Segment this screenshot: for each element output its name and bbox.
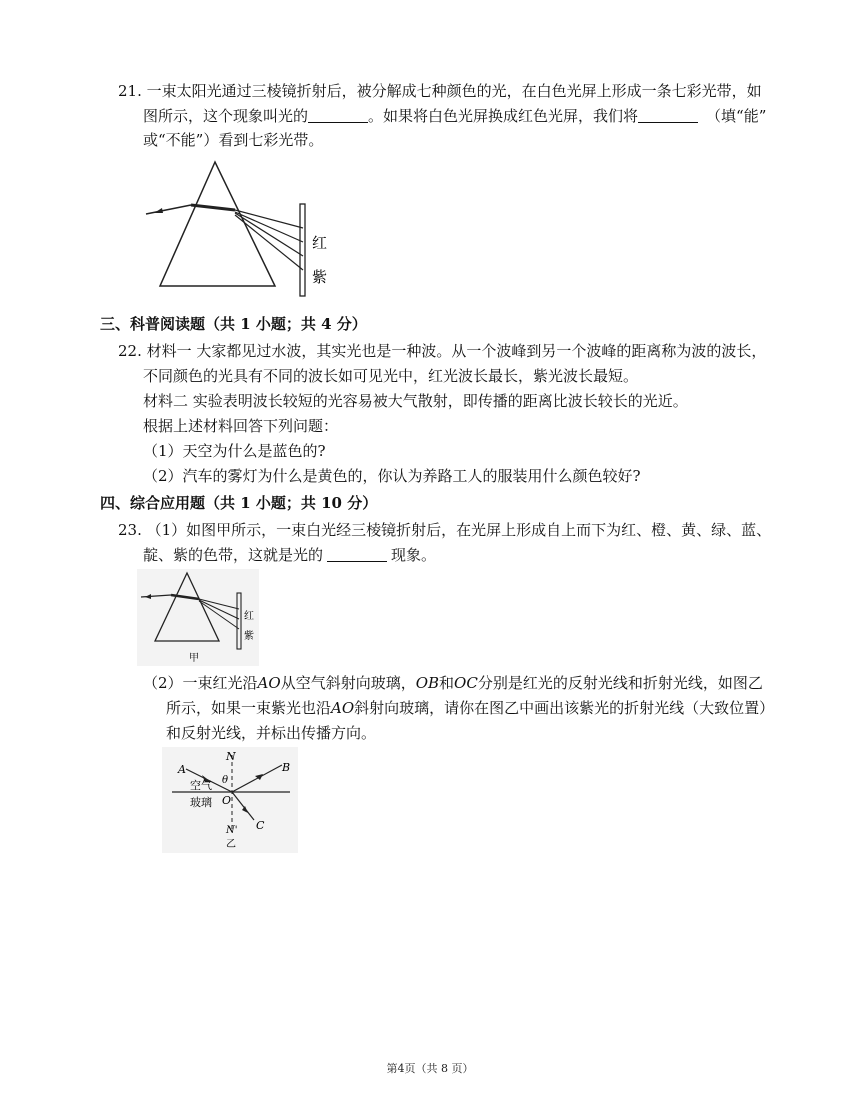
incident-ray: [146, 205, 191, 214]
q23-p2-line1: [143, 673, 763, 693]
q21-text-b: 。如果将白色光屏换成红色光屏，我们将: [368, 107, 639, 125]
caption-yi: 乙: [226, 839, 236, 850]
q22-line4: 根据上述材料回答下列问题：: [143, 417, 339, 435]
label-c: C: [256, 819, 265, 832]
q22-line1: 22. 材料一 大家都见过水波，其实光也是一种波。从一个波峰到另一个波峰的距离称为波的波长，: [118, 342, 767, 360]
ray-oc-label: OC: [454, 674, 478, 692]
q23-line2: [143, 545, 436, 565]
label-air: 空气: [190, 779, 212, 792]
q23-p2-line2: [166, 698, 774, 718]
label-red: 红: [312, 234, 328, 252]
q23-p2-text-d: 分别是红光的反射光线和折射光线，如图乙: [477, 674, 763, 692]
label-n-top: N: [226, 750, 236, 763]
q23-p2-line3: 和反射光线，并标出传播方向。: [166, 724, 377, 742]
ray-ob-label: OB: [415, 674, 440, 692]
q23-text-b: 现象。: [391, 546, 437, 564]
answer-blank-3[interactable]: [327, 547, 387, 562]
label-violet: 紫: [312, 268, 328, 286]
label-o: O: [222, 794, 232, 807]
label-b: B: [282, 761, 291, 774]
q22-line3: 材料二 实验表明波长较短的光容易被大气散射，即传播的距离比波长较长的光近。: [143, 392, 688, 410]
label-violet-jia: 紫: [244, 631, 254, 642]
arrow-icon: [154, 208, 163, 213]
label-red-jia: 红: [244, 611, 254, 622]
answer-blank-2[interactable]: [638, 108, 698, 123]
ray-ao-label-2: AO: [331, 699, 355, 717]
q23-p2-text-e: 所示，如果一束紫光也沿: [166, 699, 332, 717]
label-theta: θ: [222, 775, 229, 786]
ray-ao-label: AO: [257, 674, 281, 692]
q23-p2-text-c: 和: [439, 674, 455, 692]
caption-jia: 甲: [189, 653, 199, 664]
section-3-title: 三、科普阅读题（共 1 小题；共 4 分）: [100, 315, 367, 333]
q21-line1: 21. 一束太阳光通过三棱镜折射后，被分解成七种颜色的光，在白色光屏上形成一条七彩光带，如: [118, 82, 762, 100]
q21-line3: 或“不能”）看到七彩光带。: [143, 131, 324, 149]
refracted-beam: [191, 205, 235, 210]
q22-line2: 不同颜色的光具有不同的波长如可见光中，红光波长最长，紫光波长最短。: [143, 367, 639, 385]
answer-blank-1[interactable]: [308, 108, 368, 123]
label-a: A: [178, 763, 186, 776]
q23-p2-text-f: 斜射向玻璃，请你在图乙中画出该紫光的折射光线（大致位置）: [354, 699, 775, 717]
q23-p2-text-b: 从空气斜射向玻璃，: [280, 674, 416, 692]
ray-violet: [235, 215, 303, 270]
screen: [300, 204, 305, 296]
q23-text-a: 靛、紫的色带，这就是光的: [143, 546, 324, 564]
page-number: 第4页（共 8 页）: [386, 1062, 474, 1075]
q22-sub2: （2）汽车的雾灯为什么是黄色的，你认为养路工人的服装用什么颜色较好?: [143, 467, 641, 485]
q23-line1: 23. （1）如图甲所示，一束白光经三棱镜折射后，在光屏上形成自上而下为红、橙、黄、绿、蓝、: [118, 521, 772, 539]
figure-jia: [137, 569, 259, 666]
q21-text-c: （填“能”: [706, 107, 767, 125]
q21-line2: [143, 106, 766, 126]
q21-text-a: 图所示，这个现象叫光的: [143, 107, 309, 125]
figure-yi[interactable]: [162, 747, 298, 853]
prism-triangle: [160, 162, 275, 286]
label-glass: 玻璃: [190, 796, 212, 809]
q23-p2-text-a: （2）一束红光沿: [143, 674, 258, 692]
ray-mid1: [235, 212, 303, 242]
label-n-bottom: N': [226, 825, 238, 836]
q22-sub1: （1）天空为什么是蓝色的?: [143, 442, 326, 460]
section-4-title: 四、综合应用题（共 1 小题；共 10 分）: [100, 494, 378, 512]
prism-figure: [140, 158, 350, 300]
